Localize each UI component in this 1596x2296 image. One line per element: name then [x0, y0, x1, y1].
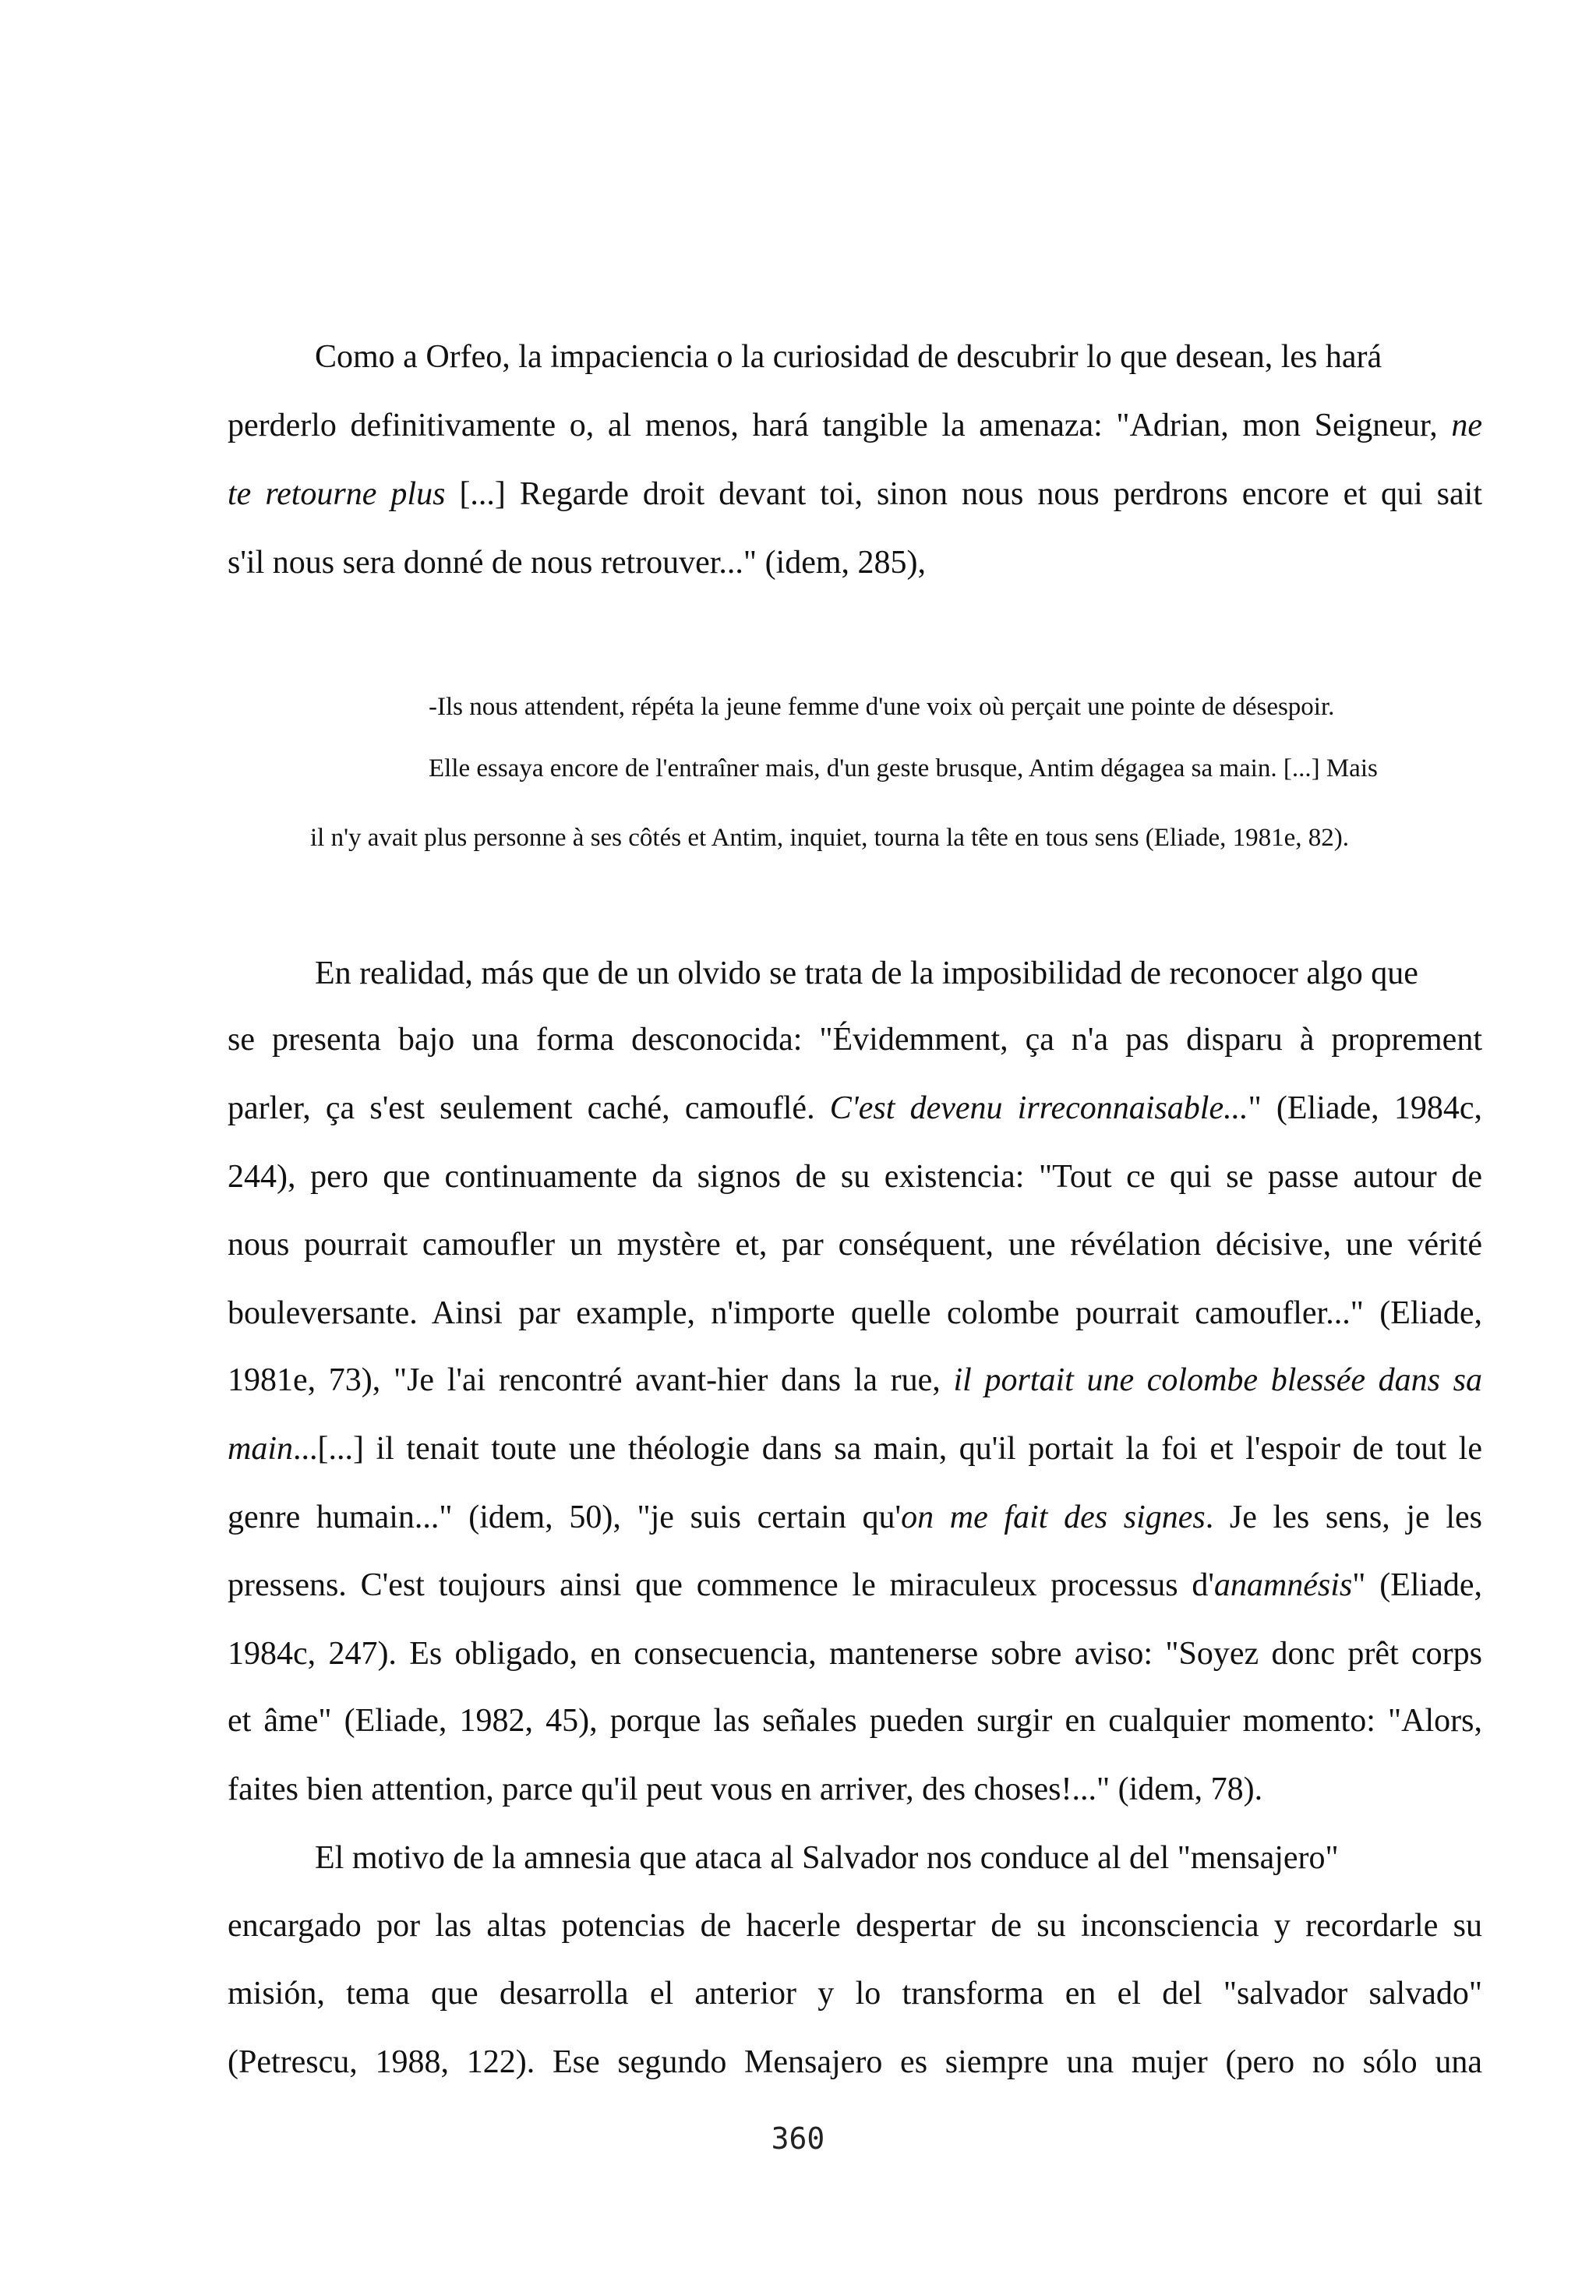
text-span: encargado por las altas potencias de hacerle despertar de su inconsciencia y recordarle su: [228, 1908, 1482, 1944]
text-span: parler, ça s'est seulement caché, camouflé.: [228, 1090, 830, 1126]
block-quote-line-1: [429, 694, 1334, 720]
text-span: perderlo definitivamente o, al menos, hará tangible la amenaza: "Adrian, mon Seigneur,: [228, 408, 1452, 443]
paragraph-3-line-3: [228, 1977, 1482, 2010]
text-span: il n'y avait plus personne à ses côtés et Antim, inquiet, tourna la tête en tous sens (Eliade, 1981e, 82).: [310, 824, 1349, 852]
italic-span: main: [228, 1431, 293, 1467]
text-span: ...[...] il tenait toute une théologie dans sa main, qu'il portait la foi et l'espoir de tout le: [293, 1431, 1482, 1467]
text-span: En realidad, más que de un olvido se trata de la imposibilidad de reconocer algo que: [315, 955, 1418, 991]
paragraph-1-line-3: [228, 478, 1482, 510]
text-span: faites bien attention, parce qu'il peut vous en arriver, des choses!..." (idem, 78).: [228, 1771, 1263, 1807]
paragraph-2-line-5: [228, 1228, 1482, 1261]
block-quote-line-2: [429, 756, 1378, 782]
block-quote-line-3: [310, 825, 1349, 851]
paragraph-2-line-8: [228, 1432, 1482, 1465]
italic-span: il portait une colombe blessée dans sa: [953, 1362, 1482, 1398]
text-span: Como a Orfeo, la impaciencia o la curiosidad de descubrir lo que desean, les hará: [315, 339, 1382, 375]
paragraph-2-line-10: [228, 1569, 1482, 1602]
paragraph-2-line-9: [228, 1501, 1482, 1534]
text-span: Elle essaya encore de l'entraîner mais, d'un geste brusque, Antim dégagea sa main. [...] Mais: [429, 754, 1378, 782]
paragraph-2-line-1: [315, 957, 1418, 990]
text-span: " (Eliade, 1984c,: [1248, 1090, 1482, 1126]
text-span: 244), pero que continuamente da signos de su existencia: "Tout ce qui se passe autour de: [228, 1159, 1482, 1195]
italic-span: anamnésis: [1213, 1567, 1353, 1603]
paragraph-1-line-1: [315, 341, 1382, 373]
text-span: s'il nous sera donné de nous retrouver..." (idem, 285),: [228, 545, 927, 581]
italic-span: te retourne plus: [228, 476, 446, 512]
paragraph-2-line-6: [228, 1297, 1482, 1330]
italic-span: ne: [1451, 408, 1482, 443]
text-span: . Je les sens, je les: [1205, 1499, 1482, 1535]
text-span: [...] Regarde droit devant toi, sinon nous nous perdrons encore et qui sait: [445, 476, 1482, 512]
paragraph-3-line-1: [315, 1842, 1339, 1874]
page-number: 360: [771, 2121, 825, 2156]
paragraph-3-line-4: [228, 2046, 1482, 2079]
italic-span: on me fait des signes: [901, 1499, 1206, 1535]
text-span: 1984c, 247). Es obligado, en consecuencia, mantenerse sobre aviso: "Soyez donc prêt corps: [228, 1636, 1482, 1672]
paragraph-1-line-2: [228, 409, 1482, 442]
text-span: nous pourrait camoufler un mystère et, par conséquent, une révélation décisive, une vérité: [228, 1227, 1482, 1263]
paragraph-2-line-13: [228, 1773, 1262, 1806]
text-span: genre humain..." (idem, 50), "je suis certain qu': [228, 1499, 902, 1535]
paragraph-1-line-4: [228, 546, 926, 579]
text-span: et âme" (Eliade, 1982, 45), porque las señales pueden surgir en cualquier momento: "Alors,: [228, 1703, 1482, 1739]
text-span: 1981e, 73), "Je l'ai rencontré avant-hier dans la rue,: [228, 1362, 954, 1398]
paragraph-2-line-4: [228, 1160, 1482, 1193]
text-span: se presenta bajo una forma desconocida: "Évidemment, ça n'a pas disparu à proprement: [228, 1022, 1482, 1058]
text-span: (Petrescu, 1988, 122). Ese segundo Mensajero es siempre una mujer (pero no sólo una: [228, 2044, 1482, 2080]
paragraph-2-line-11: [228, 1637, 1482, 1670]
text-span: bouleversante. Ainsi par example, n'importe quelle colombe pourrait camoufler..." (Eliade,: [228, 1295, 1482, 1331]
paragraph-2-line-3: [228, 1092, 1482, 1125]
paragraph-2-line-12: [228, 1704, 1482, 1737]
paragraph-3-line-2: [228, 1909, 1482, 1942]
paragraph-2-line-7: [228, 1364, 1482, 1397]
text-span: misión, tema que desarrolla el anterior y lo transforma en el del "salvador salvado": [228, 1976, 1482, 2012]
paragraph-2-line-2: [228, 1023, 1482, 1056]
italic-span: C'est devenu irreconnaisable...: [829, 1090, 1248, 1126]
text-span: pressens. C'est toujours ainsi que commence le miraculeux processus d': [228, 1567, 1214, 1603]
text-span: El motivo de la amnesia que ataca al Salvador nos conduce al del "mensajero": [315, 1840, 1339, 1876]
text-span: " (Eliade,: [1352, 1567, 1482, 1603]
text-span: -Ils nous attendent, répéta la jeune femme d'une voix où perçait une pointe de désespoir.: [429, 693, 1335, 721]
